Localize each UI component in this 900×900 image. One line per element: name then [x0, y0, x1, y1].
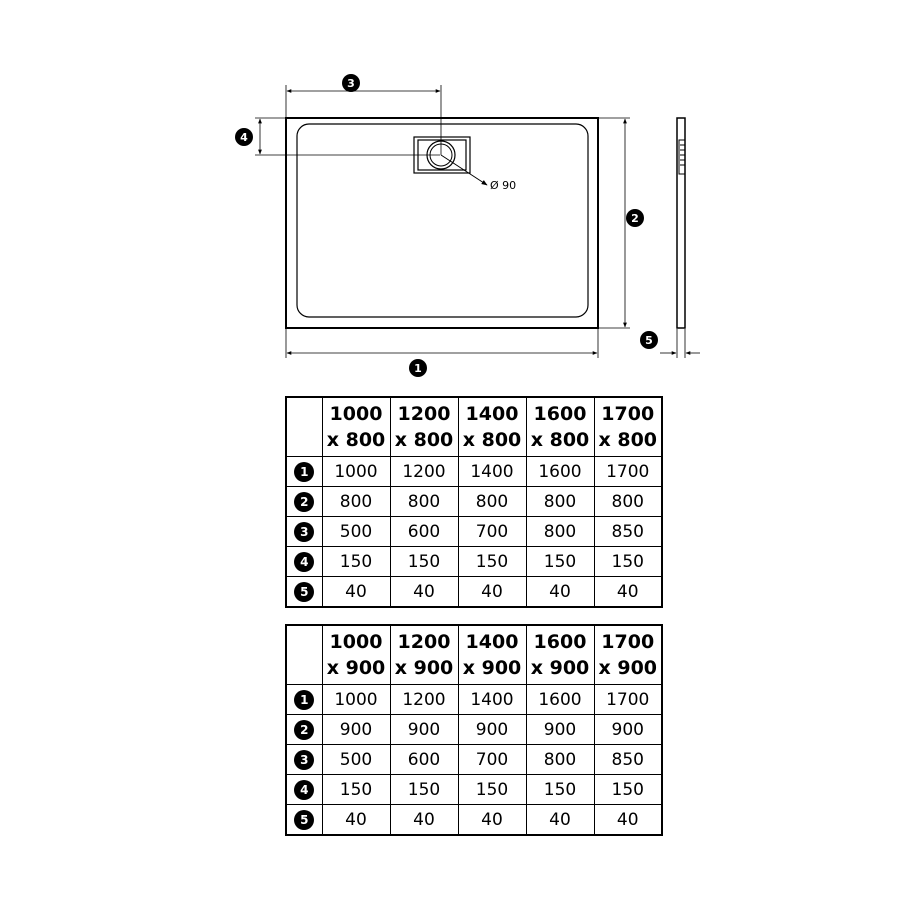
- table-cell: 40: [458, 805, 526, 836]
- table-cell: 600: [390, 745, 458, 775]
- dimension-1: [286, 329, 598, 358]
- row-key: [286, 517, 322, 547]
- table-cell: 800: [390, 487, 458, 517]
- table-row: [286, 487, 662, 517]
- callout-2: [626, 209, 644, 227]
- table-cell: 40: [594, 577, 662, 608]
- table-cell: 900: [390, 715, 458, 745]
- row-key: [286, 685, 322, 715]
- tray-outline: [286, 118, 598, 328]
- table-cell: 150: [594, 775, 662, 805]
- table-cell: 1700: [594, 457, 662, 487]
- table-header-row: [286, 397, 662, 457]
- table-row: [286, 685, 662, 715]
- table-cell: 1600: [526, 457, 594, 487]
- table-cell: 1200: [390, 685, 458, 715]
- table-cell: 800: [526, 487, 594, 517]
- table-row: [286, 577, 662, 608]
- table-cell: 150: [390, 547, 458, 577]
- header-corner: [286, 625, 322, 685]
- dimension-5: [660, 329, 700, 358]
- row-key: [286, 745, 322, 775]
- header-size: 1400 x 900: [458, 625, 526, 685]
- drain: [414, 137, 487, 185]
- table-cell: 500: [322, 745, 390, 775]
- dimensions-table-800: [285, 396, 663, 608]
- table-cell: 800: [526, 745, 594, 775]
- table-cell: 150: [390, 775, 458, 805]
- dimension-2: [599, 118, 630, 328]
- callout-1: [409, 359, 427, 377]
- table-cell: 40: [390, 805, 458, 836]
- table-row: [286, 805, 662, 836]
- table-cell: 40: [526, 805, 594, 836]
- tray-basin: [297, 124, 588, 317]
- table-cell: 40: [322, 577, 390, 608]
- table-cell: 800: [594, 487, 662, 517]
- callout-badge: 3: [294, 522, 314, 542]
- row-key: [286, 775, 322, 805]
- table-cell: 150: [458, 775, 526, 805]
- table-row: [286, 715, 662, 745]
- table-cell: 800: [322, 487, 390, 517]
- table-cell: 900: [526, 715, 594, 745]
- table-cell: 900: [594, 715, 662, 745]
- tray-side-profile: [677, 118, 685, 328]
- table-cell: 900: [322, 715, 390, 745]
- header-size: 1700 x 800: [594, 397, 662, 457]
- table-row: [286, 547, 662, 577]
- table-cell: 40: [594, 805, 662, 836]
- header-size: 1600 x 800: [526, 397, 594, 457]
- header-size: 1700 x 900: [594, 625, 662, 685]
- table-cell: 40: [390, 577, 458, 608]
- table-row: [286, 517, 662, 547]
- table-cell: 800: [526, 517, 594, 547]
- table-cell: 850: [594, 745, 662, 775]
- callout-badge: 4: [294, 780, 314, 800]
- callout-badge: 1: [294, 690, 314, 710]
- table-cell: 850: [594, 517, 662, 547]
- table-cell: 1200: [390, 457, 458, 487]
- callout-4: [235, 128, 253, 146]
- row-key: [286, 805, 322, 836]
- table-cell: 900: [458, 715, 526, 745]
- table-cell: 40: [526, 577, 594, 608]
- dimensions-table-900: [285, 624, 663, 836]
- header-size: 1600 x 900: [526, 625, 594, 685]
- table-row: [286, 775, 662, 805]
- header-corner: [286, 397, 322, 457]
- row-key: [286, 715, 322, 745]
- drain-diameter-label: Ø 90: [490, 179, 517, 192]
- callout-badge: 2: [294, 492, 314, 512]
- table-cell: 150: [322, 775, 390, 805]
- table-cell: 1700: [594, 685, 662, 715]
- table-cell: 40: [458, 577, 526, 608]
- svg-text:4: 4: [240, 131, 248, 144]
- table-cell: 1600: [526, 685, 594, 715]
- table-cell: 500: [322, 517, 390, 547]
- table-cell: 150: [322, 547, 390, 577]
- row-key: [286, 457, 322, 487]
- callout-badge: 2: [294, 720, 314, 740]
- table-cell: 150: [458, 547, 526, 577]
- row-key: [286, 487, 322, 517]
- table-cell: 40: [322, 805, 390, 836]
- table-cell: 150: [526, 775, 594, 805]
- table-row: [286, 745, 662, 775]
- table-header-row: [286, 625, 662, 685]
- svg-text:3: 3: [347, 77, 355, 90]
- table-cell: 700: [458, 517, 526, 547]
- table-cell: 150: [594, 547, 662, 577]
- row-key: [286, 547, 322, 577]
- header-size: 1200 x 800: [390, 397, 458, 457]
- table-cell: 1000: [322, 457, 390, 487]
- callout-badge: 3: [294, 750, 314, 770]
- svg-text:1: 1: [414, 362, 422, 375]
- shower-tray-drawing: [0, 0, 900, 390]
- table-cell: 1400: [458, 457, 526, 487]
- callout-5: [640, 331, 658, 349]
- table-cell: 1000: [322, 685, 390, 715]
- header-size: 1000 x 800: [322, 397, 390, 457]
- callout-3: [342, 74, 360, 92]
- row-key: [286, 577, 322, 608]
- table-row: [286, 457, 662, 487]
- callout-badge: 1: [294, 462, 314, 482]
- callout-badge: 5: [294, 810, 314, 830]
- svg-text:5: 5: [645, 334, 653, 347]
- table-cell: 1400: [458, 685, 526, 715]
- header-size: 1000 x 900: [322, 625, 390, 685]
- svg-text:2: 2: [631, 212, 639, 225]
- callout-badge: 5: [294, 582, 314, 602]
- table-cell: 700: [458, 745, 526, 775]
- header-size: 1400 x 800: [458, 397, 526, 457]
- table-cell: 800: [458, 487, 526, 517]
- header-size: 1200 x 900: [390, 625, 458, 685]
- callout-badge: 4: [294, 552, 314, 572]
- table-cell: 150: [526, 547, 594, 577]
- table-cell: 600: [390, 517, 458, 547]
